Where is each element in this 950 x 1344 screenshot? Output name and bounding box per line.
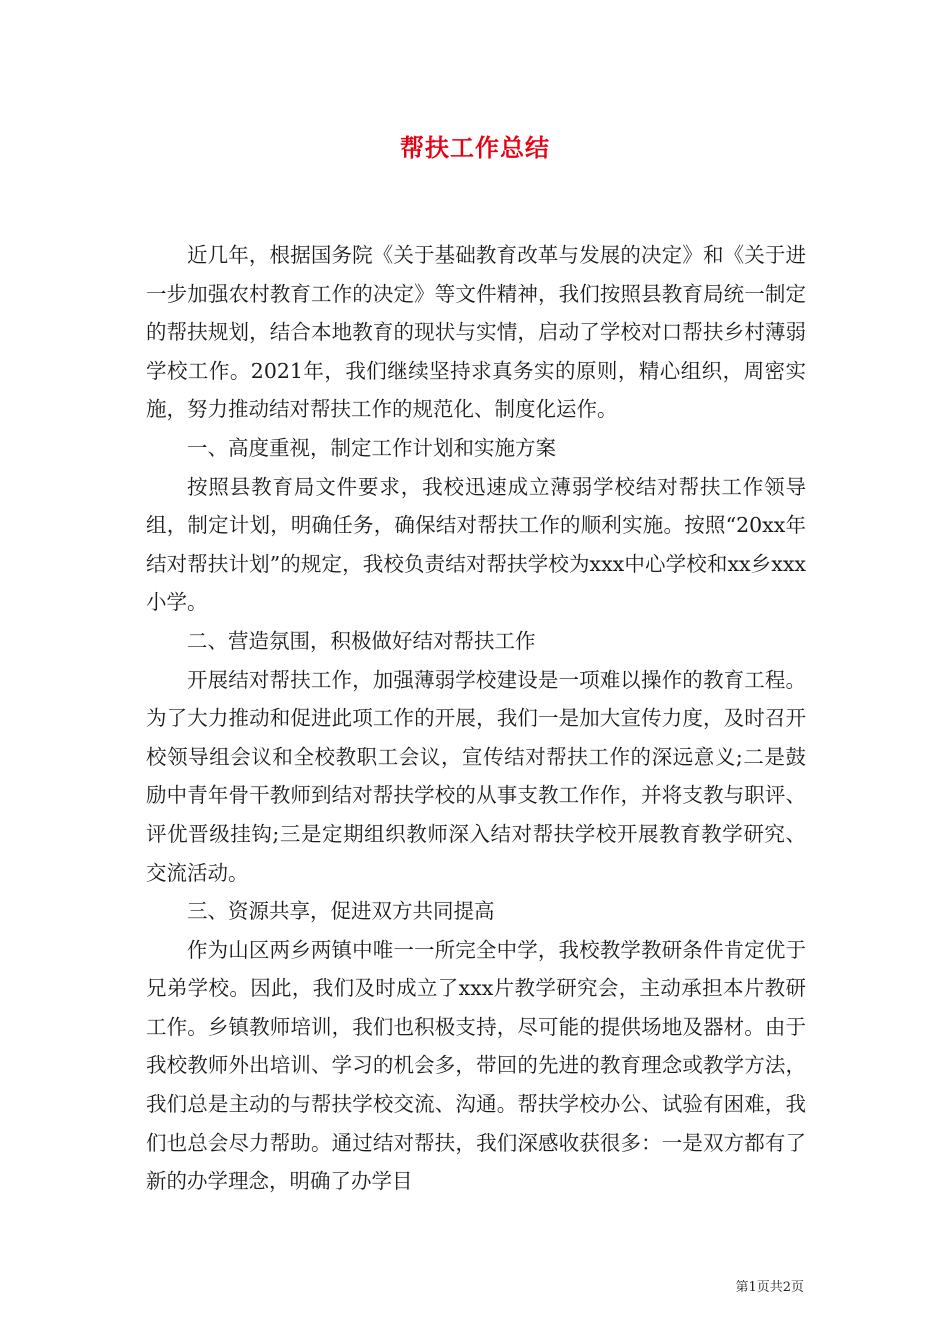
paragraph-intro: 近几年，根据国务院《关于基础教育改革与发展的决定》和《关于进一步加强农村教育工作的决定》等文件精神，我们按照县教育局统一制定的帮扶规划，结合本地教育的现状与实情，启动了学校对口帮扶乡村薄弱学校工作。2021年，我们继续坚持求真务实的原则，精心组织，周密实施，努力推动结对帮扶工作的规范化、制度化运作。 [146,243,806,422]
page-number: 第1页共2页 [735,1280,804,1295]
section-heading-3: 三、资源共享，促进双方共同提高 [187,899,495,924]
document-title: 帮扶工作总结 [400,134,550,162]
paragraph-section-2: 开展结对帮扶工作，加强薄弱学校建设是一项难以操作的教育工程。为了大力推动和促进此项工作的开展，我们一是加大宣传力度，及时召开校领导组会议和全校教职工会议，宣传结对帮扶工作的深远意义;二是鼓励中青年骨干教师到结对帮扶学校的从事支教工作作，并将支教与职评、评优晋级挂钩;三是定期组织教师深入结对帮扶学校开展教育教学研究、交流活动。 [146,667,806,885]
section-heading-2: 二、营造氛围，积极做好结对帮扶工作 [187,628,536,653]
section-heading-1: 一、高度重视，制定工作计划和实施方案 [187,435,556,460]
paragraph-section-3: 作为山区两乡两镇中唯一一所完全中学，我校教学教研条件肯定优于兄弟学校。因此，我们及时成立了xxx片教学研究会，主动承担本片教研工作。乡镇教师培训，我们也积极支持，尽可能的提供场地及器材。由于我校教师外出培训、学习的机会多，带回的先进的教育理念或教学方法，我们总是主动的与帮扶学校交流、沟通。帮扶学校办公、试验有困难，我们也总会尽力帮助。通过结对帮扶，我们深感收获很多：一是双方都有了新的办学理念，明确了办学目 [146,937,806,1194]
paragraph-section-1: 按照县教育局文件要求，我校迅速成立薄弱学校结对帮扶工作领导组，制定计划，明确任务，确保结对帮扶工作的顺利实施。按照“20xx年结对帮扶计划”的规定，我校负责结对帮扶学校为xxx中心学校和xx乡xxx小学。 [146,474,806,615]
document-body [146,236,806,1201]
